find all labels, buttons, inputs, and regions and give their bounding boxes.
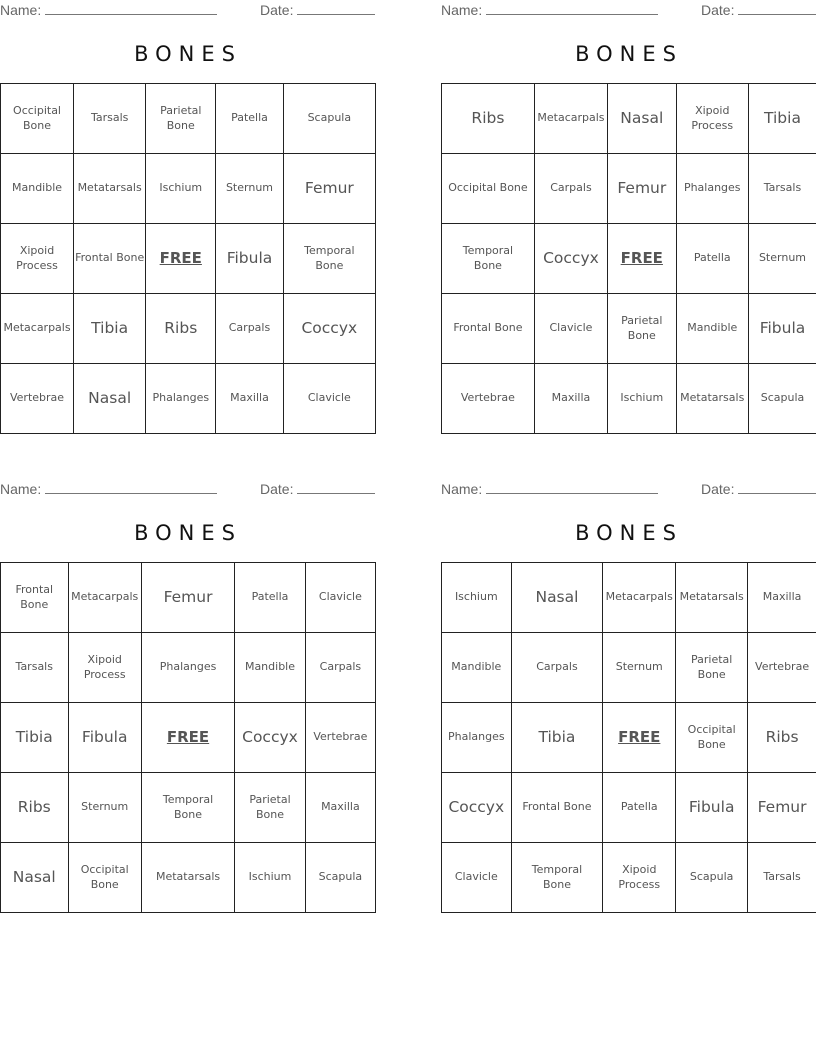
bingo-cell[interactable]: Scapula [283, 84, 375, 154]
date-blank-line[interactable] [297, 481, 375, 494]
free-space[interactable]: FREE [608, 224, 676, 294]
date-field [701, 481, 816, 497]
bingo-cell[interactable]: Patella [235, 563, 306, 633]
bingo-grid [441, 562, 816, 913]
bingo-cell[interactable]: Scapula [305, 843, 375, 913]
bingo-cell[interactable]: Occipital Bone [1, 84, 74, 154]
bingo-cell[interactable]: Mandible [235, 633, 306, 703]
bingo-cell[interactable]: Tarsals [748, 843, 816, 913]
bingo-cell[interactable]: Occipital Bone [68, 843, 141, 913]
bingo-cell[interactable]: Phalanges [146, 364, 216, 434]
bingo-cell[interactable]: Patella [676, 224, 748, 294]
bingo-cell[interactable]: Metacarpals [1, 294, 74, 364]
bingo-grid [441, 83, 816, 434]
card-header [0, 481, 376, 499]
bingo-cell[interactable]: Clavicle [442, 843, 512, 913]
bingo-cell[interactable]: Sternum [68, 773, 141, 843]
bingo-cell[interactable]: Frontal Bone [442, 294, 535, 364]
bingo-cell[interactable]: Xipoid Process [603, 843, 676, 913]
card-header [0, 2, 376, 20]
bingo-cell[interactable]: Tarsals [1, 633, 69, 703]
grid-row [442, 294, 816, 364]
bingo-cell[interactable]: Parietal Bone [146, 84, 216, 154]
bingo-cell[interactable]: Tibia [1, 703, 69, 773]
bingo-cell[interactable]: Femur [748, 773, 816, 843]
name-blank-line[interactable] [45, 2, 217, 15]
bingo-cell[interactable]: Femur [283, 154, 375, 224]
bingo-cell[interactable]: Parietal Bone [676, 633, 748, 703]
date-label: Date: [701, 481, 735, 497]
bingo-cell[interactable]: Frontal Bone [511, 773, 603, 843]
bingo-cell[interactable]: Tibia [748, 84, 816, 154]
bingo-cell[interactable]: Carpals [305, 633, 375, 703]
bingo-cell[interactable]: Frontal Bone [1, 563, 69, 633]
bingo-cell[interactable]: Nasal [1, 843, 69, 913]
date-blank-line[interactable] [297, 2, 375, 15]
name-field [441, 481, 658, 497]
bingo-cell[interactable]: Femur [608, 154, 676, 224]
bingo-cell[interactable]: Maxilla [534, 364, 607, 434]
name-label: Name: [441, 2, 483, 18]
name-field [0, 481, 217, 497]
bingo-grid [0, 83, 376, 434]
bingo-cell[interactable]: Coccyx [442, 773, 512, 843]
bingo-cell[interactable]: Ribs [748, 703, 816, 773]
bingo-cell[interactable]: Femur [141, 563, 234, 633]
date-field [260, 481, 375, 497]
bingo-cell[interactable]: Vertebrae [305, 703, 375, 773]
card-title: BONES [134, 521, 242, 545]
bingo-cell[interactable]: Ribs [442, 84, 535, 154]
grid-row [1, 773, 376, 843]
bingo-cell[interactable]: Clavicle [534, 294, 607, 364]
bingo-cell[interactable]: Parietal Bone [235, 773, 306, 843]
bingo-cell[interactable]: Coccyx [534, 224, 607, 294]
bingo-cell[interactable]: Carpals [534, 154, 607, 224]
bingo-cell[interactable]: Mandible [442, 633, 512, 703]
bingo-cell[interactable]: Ischium [442, 563, 512, 633]
card-title: BONES [134, 42, 242, 66]
name-label: Name: [441, 481, 483, 497]
name-field [441, 2, 658, 18]
bingo-cell[interactable]: Xipoid Process [676, 84, 748, 154]
bingo-cell[interactable]: Carpals [216, 294, 283, 364]
grid-row [1, 224, 376, 294]
bingo-cell[interactable]: Maxilla [216, 364, 283, 434]
bingo-cell[interactable]: Temporal Bone [442, 224, 535, 294]
grid-row [1, 294, 376, 364]
bingo-cell[interactable]: Temporal Bone [511, 843, 603, 913]
grid-row [1, 84, 376, 154]
grid-row [442, 703, 816, 773]
grid-row [1, 703, 376, 773]
bingo-cell[interactable]: Sternum [216, 154, 283, 224]
bingo-cell[interactable]: Metacarpals [68, 563, 141, 633]
bingo-cell[interactable]: Temporal Bone [283, 224, 375, 294]
card-title: BONES [575, 521, 683, 545]
bingo-cell[interactable]: Ischium [608, 364, 676, 434]
name-label: Name: [0, 2, 42, 18]
bingo-cell[interactable]: Ischium [235, 843, 306, 913]
bingo-cell[interactable]: Fibula [68, 703, 141, 773]
bingo-cell[interactable]: Xipoid Process [1, 224, 74, 294]
bingo-cell[interactable]: Tibia [74, 294, 146, 364]
bingo-cell[interactable]: Maxilla [748, 563, 816, 633]
grid-row [442, 773, 816, 843]
bingo-cell[interactable]: Xipoid Process [68, 633, 141, 703]
bingo-card [0, 0, 376, 436]
bingo-cell[interactable]: Nasal [74, 364, 146, 434]
grid-row [442, 154, 816, 224]
grid-row [442, 84, 816, 154]
date-blank-line[interactable] [738, 481, 816, 494]
card-header [441, 481, 816, 499]
name-label: Name: [0, 481, 42, 497]
bingo-cell[interactable]: Frontal Bone [74, 224, 146, 294]
bingo-cell[interactable]: Parietal Bone [608, 294, 676, 364]
bingo-cell[interactable]: Patella [216, 84, 283, 154]
bingo-cell[interactable]: Carpals [511, 633, 603, 703]
bingo-cell[interactable]: Metatarsals [676, 364, 748, 434]
bingo-cell[interactable]: Ischium [146, 154, 216, 224]
bingo-cell[interactable]: Patella [603, 773, 676, 843]
bingo-cell[interactable]: Nasal [511, 563, 603, 633]
bingo-card [441, 479, 816, 915]
date-label: Date: [701, 2, 735, 18]
bingo-cell[interactable]: Mandible [1, 154, 74, 224]
grid-row [442, 563, 816, 633]
card-header [441, 2, 816, 20]
bingo-cell[interactable]: Vertebrae [442, 364, 535, 434]
bingo-cell[interactable]: Metatarsals [141, 843, 234, 913]
grid-row [442, 364, 816, 434]
bingo-cell[interactable]: Sternum [603, 633, 676, 703]
bingo-cell[interactable]: Fibula [216, 224, 283, 294]
bingo-cell[interactable]: Tarsals [748, 154, 816, 224]
bingo-cell[interactable]: Tibia [511, 703, 603, 773]
bingo-cell[interactable]: Tarsals [74, 84, 146, 154]
bingo-cell[interactable]: Metatarsals [74, 154, 146, 224]
bingo-cell[interactable]: Metatarsals [676, 563, 748, 633]
grid-row [1, 154, 376, 224]
bingo-cell[interactable]: Maxilla [305, 773, 375, 843]
bingo-cell[interactable]: Scapula [748, 364, 816, 434]
bingo-cell[interactable]: Mandible [676, 294, 748, 364]
bingo-cell[interactable]: Metacarpals [534, 84, 607, 154]
bingo-cell[interactable]: Vertebrae [748, 633, 816, 703]
bingo-cell[interactable]: Ribs [146, 294, 216, 364]
free-space[interactable]: FREE [603, 703, 676, 773]
bingo-cell[interactable]: Clavicle [305, 563, 375, 633]
name-blank-line[interactable] [45, 481, 217, 494]
bingo-cell[interactable]: Occipital Bone [676, 703, 748, 773]
grid-row [1, 364, 376, 434]
bingo-cell[interactable]: Sternum [748, 224, 816, 294]
grid-row [442, 843, 816, 913]
card-title: BONES [575, 42, 683, 66]
free-space[interactable]: FREE [146, 224, 216, 294]
bingo-cell[interactable]: Ribs [1, 773, 69, 843]
grid-row [442, 224, 816, 294]
bingo-cell[interactable]: Temporal Bone [141, 773, 234, 843]
bingo-cell[interactable]: Coccyx [235, 703, 306, 773]
date-label: Date: [260, 481, 294, 497]
grid-row [1, 633, 376, 703]
bingo-cell[interactable]: Fibula [748, 294, 816, 364]
name-blank-line[interactable] [486, 2, 658, 15]
date-blank-line[interactable] [738, 2, 816, 15]
date-field [260, 2, 375, 18]
bingo-cell[interactable]: Vertebrae [1, 364, 74, 434]
bingo-cell[interactable]: Metacarpals [603, 563, 676, 633]
bingo-cell[interactable]: Scapula [676, 843, 748, 913]
bingo-cell[interactable]: Phalanges [676, 154, 748, 224]
bingo-cell[interactable]: Phalanges [442, 703, 512, 773]
grid-row [1, 563, 376, 633]
name-field [0, 2, 217, 18]
grid-row [1, 843, 376, 913]
bingo-grid [0, 562, 376, 913]
bingo-cell[interactable]: Phalanges [141, 633, 234, 703]
free-space[interactable]: FREE [141, 703, 234, 773]
bingo-cell[interactable]: Clavicle [283, 364, 375, 434]
grid-row [442, 633, 816, 703]
bingo-cell[interactable]: Occipital Bone [442, 154, 535, 224]
bingo-cell[interactable]: Coccyx [283, 294, 375, 364]
bingo-cell[interactable]: Nasal [608, 84, 676, 154]
date-field [701, 2, 816, 18]
bingo-card [441, 0, 816, 436]
bingo-card [0, 479, 376, 915]
bingo-cell[interactable]: Fibula [676, 773, 748, 843]
name-blank-line[interactable] [486, 481, 658, 494]
date-label: Date: [260, 2, 294, 18]
